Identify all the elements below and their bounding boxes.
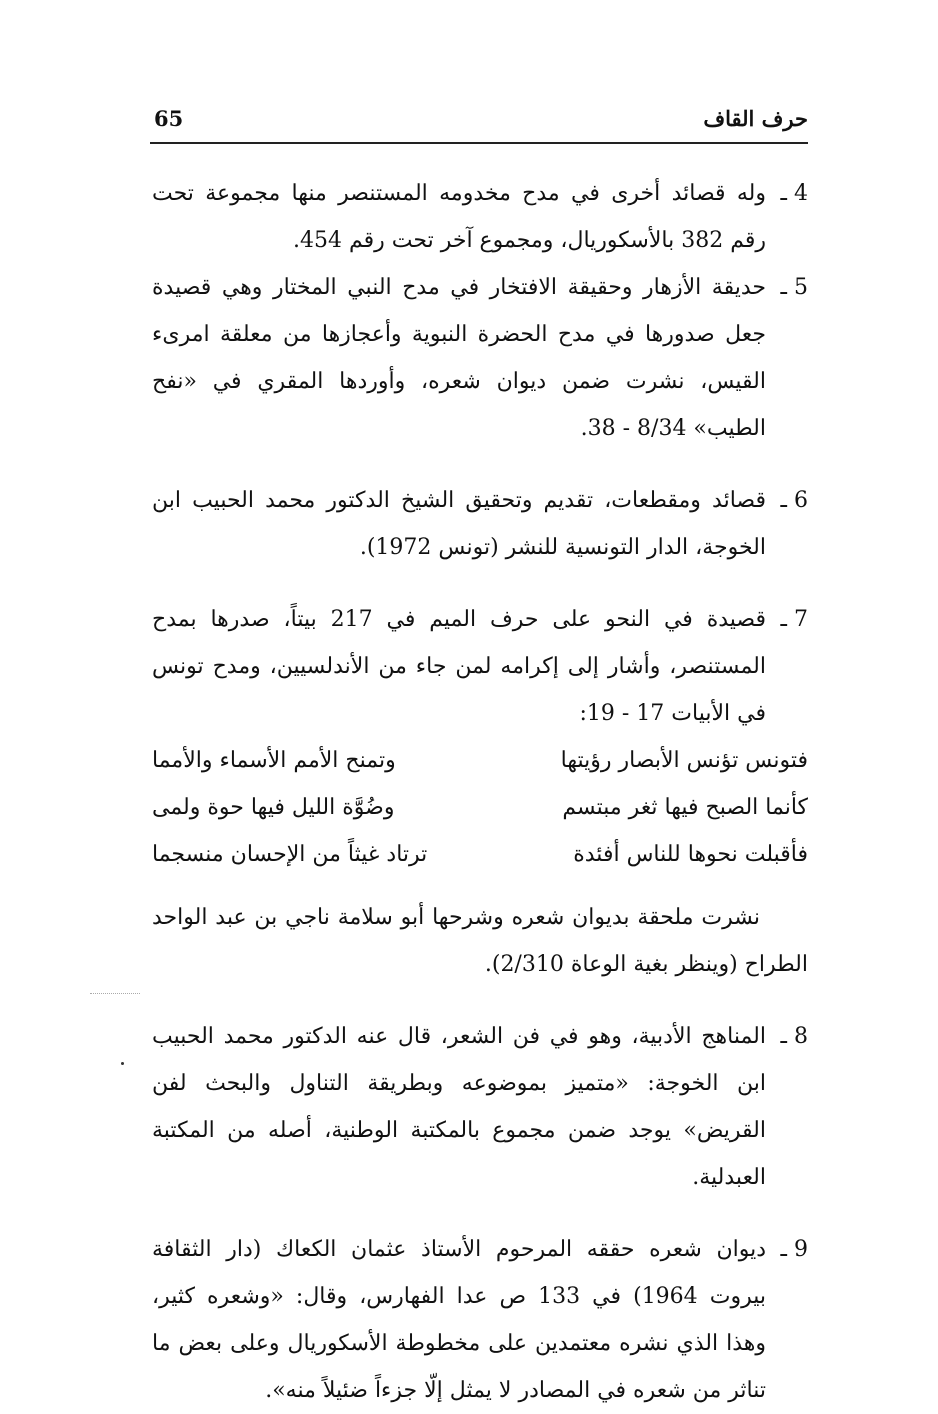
entry-7	[152, 596, 808, 737]
entry-text: وله قصائد أخرى في مدح مخدومه المستنصر منها مجموعة تحت رقم 382 بالأسكوريال، ومجموع آخر تحت رقم 454.	[152, 181, 766, 253]
publication-note: نشرت ملحقة بديوان شعره وشرحها أبو سلامة ناجي بن عبد الواحد الطراح (وينظر بغية الوعاة 2/310).	[152, 905, 808, 977]
entry-6	[152, 477, 808, 571]
entry-5	[152, 264, 808, 452]
verse-first-hemistich: فأقبلت نحوها للناس أفئدة	[573, 842, 808, 867]
entry-9	[152, 1226, 808, 1414]
entry-text: حديقة الأزهار وحقيقة الافتخار في مدح النبي المختار وهي قصيدة جعل صدورها في مدح الحضرة النبوية وأعجازها من معلقة امرىء القيس، نشرت ضمن ديوان شعره، وأوردها المقري في «نفح الطيب» 8/34 - 38.	[152, 275, 766, 441]
verse-first-hemistich: كأنما الصبح فيها ثغر مبتسم	[562, 795, 808, 820]
entry-number: 5 ـ	[780, 275, 808, 300]
entry-number: 8 ـ	[780, 1024, 808, 1049]
verse-line	[152, 784, 808, 831]
entry-number: 7 ـ	[780, 607, 808, 632]
entry-number: 9 ـ	[780, 1237, 808, 1262]
page-header	[150, 98, 808, 144]
verse-line	[152, 737, 808, 784]
entry-text: المناهج الأدبية، وهو في فن الشعر، قال عنه الدكتور محمد الحبيب ابن الخوجة: «متميز بموضوعه وبطريقة التناول والبحث لفن القريض» يوجد ضمن مجموع بالمكتبة الوطنية، أصله من المكتبة العبدلية.	[152, 1024, 766, 1190]
entry-number: 4 ـ	[780, 181, 808, 206]
page-number: 65	[154, 106, 184, 131]
verse-second-hemistich: وتمنح الأمم الأسماء والأمما	[152, 748, 396, 773]
entry-text: قصائد ومقطعات، تقديم وتحقيق الشيخ الدكتور محمد الحبيب ابن الخوجة، الدار التونسية للنشر (تونس 1972).	[152, 488, 766, 560]
entry-4	[152, 170, 808, 264]
verse-second-hemistich: ترتاد غيثاً من الإحسان منسجما	[152, 842, 428, 867]
entry-text: ديوان شعره حققه المرحوم الأستاذ عثمان الكعاك (دار الثقافة بيروت 1964) في 133 ص عدا الفهارس، وقال: «وشعره كثير، وهذا الذي نشره معتمدين على مخطوطة الأسكوريال وعلى بعض ما تناثر من شعره في المصادر لا يمثل إلّا جزءاً ضئيلاً منه».	[152, 1237, 766, 1403]
entry-number: 6 ـ	[780, 488, 808, 513]
entry-text: قصيدة في النحو على حرف الميم في 217 بيتاً، صدرها بمدح المستنصر، وأشار إلى إكرامه لمن جاء من الأندلسيين، ومدح تونس في الأبيات 17 - 19:	[152, 607, 766, 726]
entry-8	[152, 1013, 808, 1201]
verse-second-hemistich: وضُوَّة الليل فيها حوة ولمى	[152, 795, 395, 820]
verse-line	[152, 831, 808, 878]
scan-speck	[121, 1062, 124, 1065]
poem-verses	[152, 737, 808, 878]
running-title: حرف القاف	[703, 106, 808, 131]
page-body	[152, 170, 808, 1414]
scan-artifact	[90, 993, 140, 994]
verse-first-hemistich: فتونس تؤنس الأبصار رؤيتها	[560, 748, 808, 773]
